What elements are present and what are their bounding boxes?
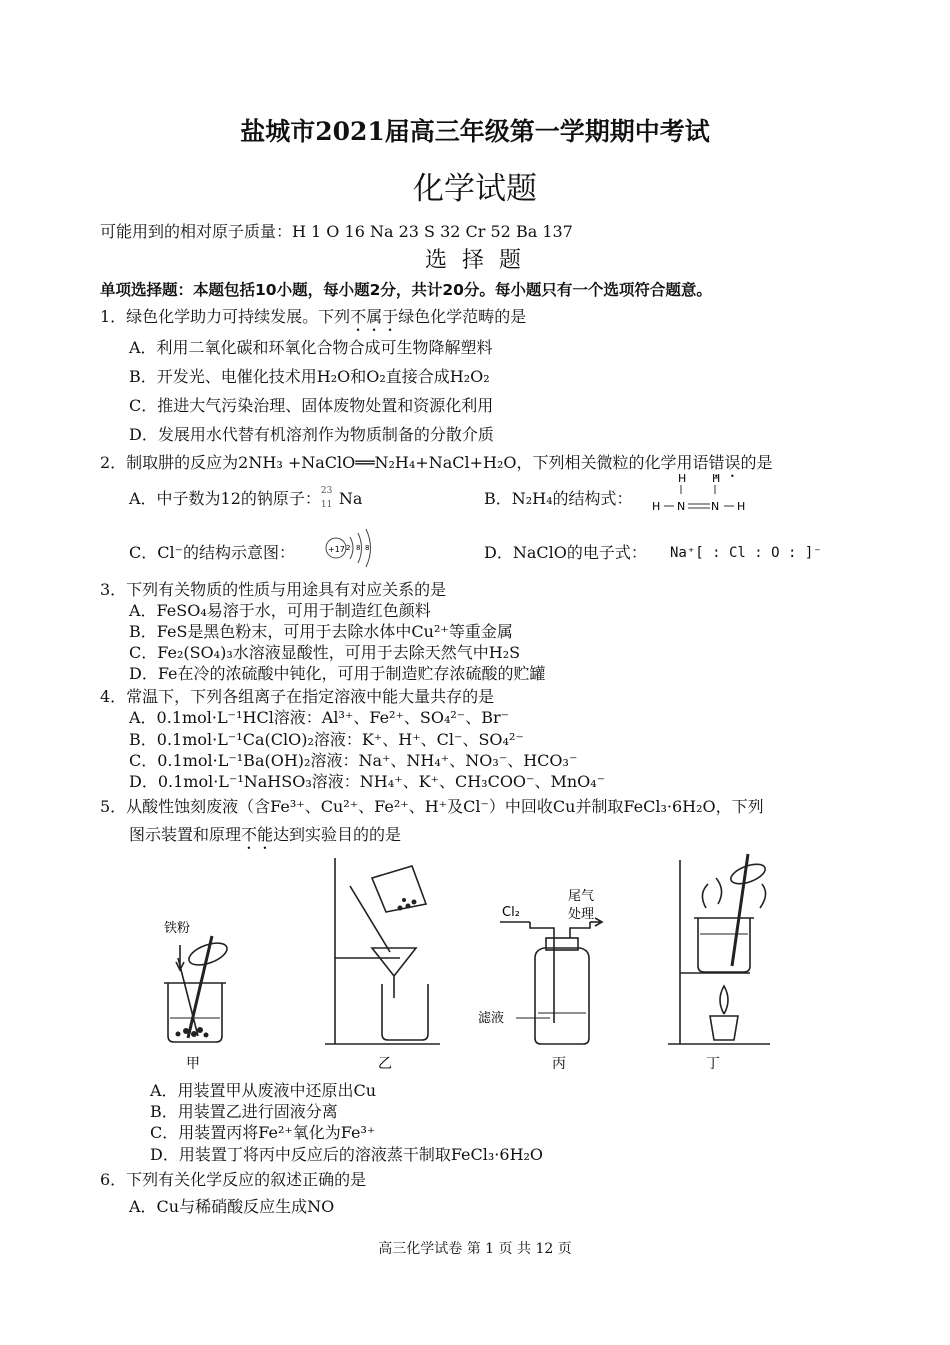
svg-text:N: N (711, 500, 720, 513)
q5-option-d: D．用装置丁将丙中反应后的溶液蒸干制取FeCl₃·6H₂O (150, 1145, 544, 1164)
q4-option-d: D．0.1mol·L⁻¹NaHSO₃溶液：NH₄⁺、K⁺、CH₃COO⁻、MnO₄⁻ (129, 772, 606, 791)
svg-text:甲: 甲 (186, 1056, 200, 1072)
svg-text:+17: +17 (328, 545, 345, 554)
svg-text:H: H (652, 500, 661, 513)
q5-option-a: A．用装置甲从废液中还原出Cu (150, 1081, 377, 1100)
q3-option-c: C．Fe₂(SO₄)₃水溶液显酸性，可用于去除天然气中H₂S (129, 643, 521, 662)
svg-text:处理: 处理 (568, 907, 595, 922)
q5-option-c: C．用装置丙将Fe²⁺氧化为Fe³⁺ (150, 1123, 376, 1142)
q3-option-a: A．FeSO₄易溶于水，可用于制造红色颜料 (129, 601, 431, 620)
svg-text:乙: 乙 (378, 1056, 392, 1072)
q2-option-b: B．N₂H₄的结构式： (484, 489, 633, 508)
section-instruction: 单项选择题：本题包括10小题，每小题2分，共计20分。每小题只有一个选项符合题意。 (100, 281, 712, 299)
atomic-mass-line: 可能用到的相对原子质量：H 1 O 16 Na 23 S 32 Cr 52 Ba 137 (100, 222, 573, 241)
svg-text:铁粉: 铁粉 (164, 921, 191, 936)
q6-option-a: A．Cu与稀硝酸反应生成NO (129, 1197, 335, 1216)
q3-option-b: B．FeS是黑色粉末，可用于去除水体中Cu²⁺等重金属 (129, 622, 513, 641)
q2-stem: 2．制取肼的反应为2NH₃ +NaClO══N₂H₄+NaCl+H₂O，下列相关微粒的化学用语错误的是 (100, 453, 773, 472)
q2-option-d: D．NaClO的电子式： (484, 543, 647, 562)
q6-stem: 6．下列有关化学反应的叙述正确的是 (100, 1170, 367, 1189)
exam-title: 盐城市2021届高三年级第一学期期中考试 (240, 117, 710, 146)
q1-stem: 1．绿色化学助力可持续发展。下列不属于绿色化学范畴的是 (100, 307, 527, 326)
q3-stem: 3．下列有关物质的性质与用途具有对应关系的是 (100, 580, 447, 599)
q4-option-a: A．0.1mol·L⁻¹HCl溶液：Al³⁺、Fe²⁺、SO₄²⁻、Br⁻ (129, 708, 510, 727)
svg-text:H: H (712, 472, 721, 485)
svg-text:H: H (678, 472, 687, 485)
q1-option-b: B．开发光、电催化技术用H₂O和O₂直接合成H₂O₂ (129, 367, 490, 386)
svg-text:H: H (737, 500, 746, 513)
svg-text:N: N (677, 500, 686, 513)
svg-text:8: 8 (356, 544, 361, 552)
q1-option-d: D．发展用水代替有机溶剂作为物质制备的分散介质 (129, 425, 494, 444)
subject-title: 化学试题 (413, 171, 537, 207)
svg-text:丁: 丁 (706, 1056, 720, 1072)
q4-stem: 4．常温下，下列各组离子在指定溶液中能大量共存的是 (100, 687, 495, 706)
svg-text:丙: 丙 (552, 1056, 566, 1072)
q5-stem-line1: 5．从酸性蚀刻废液（含Fe³⁺、Cu²⁺、Fe²⁺、H⁺及Cl⁻）中回收Cu并制取FeCl₃·6H₂O，下列 (100, 797, 764, 816)
svg-text:Cl₂: Cl₂ (502, 905, 520, 920)
svg-text:8: 8 (365, 544, 370, 552)
q1-option-a: A．利用二氧化碳和环氧化合物合成可生物降解塑料 (129, 338, 493, 357)
q5-stem-line2: 图示装置和原理不能达到实验目的的是 (129, 825, 402, 844)
svg-text:尾气: 尾气 (568, 889, 595, 904)
q5-option-b: B．用装置乙进行固液分离 (150, 1102, 338, 1121)
svg-text:滤液: 滤液 (478, 1011, 505, 1026)
apparatus-figure (150, 848, 800, 1078)
q1-option-c: C．推进大气污染治理、固体废物处置和资源化利用 (129, 396, 494, 415)
chlorine-ion-diagram (320, 525, 382, 571)
q2-option-c: C．Cl⁻的结构示意图： (129, 543, 296, 562)
q3-option-d: D．Fe在冷的浓硫酸中钝化，可用于制造贮存浓硫酸的贮罐 (129, 664, 546, 683)
q2-option-a: A．中子数为12的钠原子： 23 11 Na (129, 485, 363, 510)
q4-option-c: C．0.1mol·L⁻¹Ba(OH)₂溶液：Na⁺、NH₄⁺、NO₃⁻、HCO₃⁻ (129, 751, 578, 770)
section-title: 选 择 题 (425, 248, 525, 273)
svg-text:2: 2 (346, 544, 351, 552)
page-footer: 高三化学试卷 第 1 页 共 12 页 (378, 1241, 572, 1257)
naclo-electron-formula: Na⁺[ : Cl : O : ]⁻ (670, 545, 822, 561)
q4-option-b: B．0.1mol·L⁻¹Ca(ClO)₂溶液：K⁺、H⁺、Cl⁻、SO₄²⁻ (129, 730, 524, 749)
hydrazine-structure (648, 470, 758, 518)
